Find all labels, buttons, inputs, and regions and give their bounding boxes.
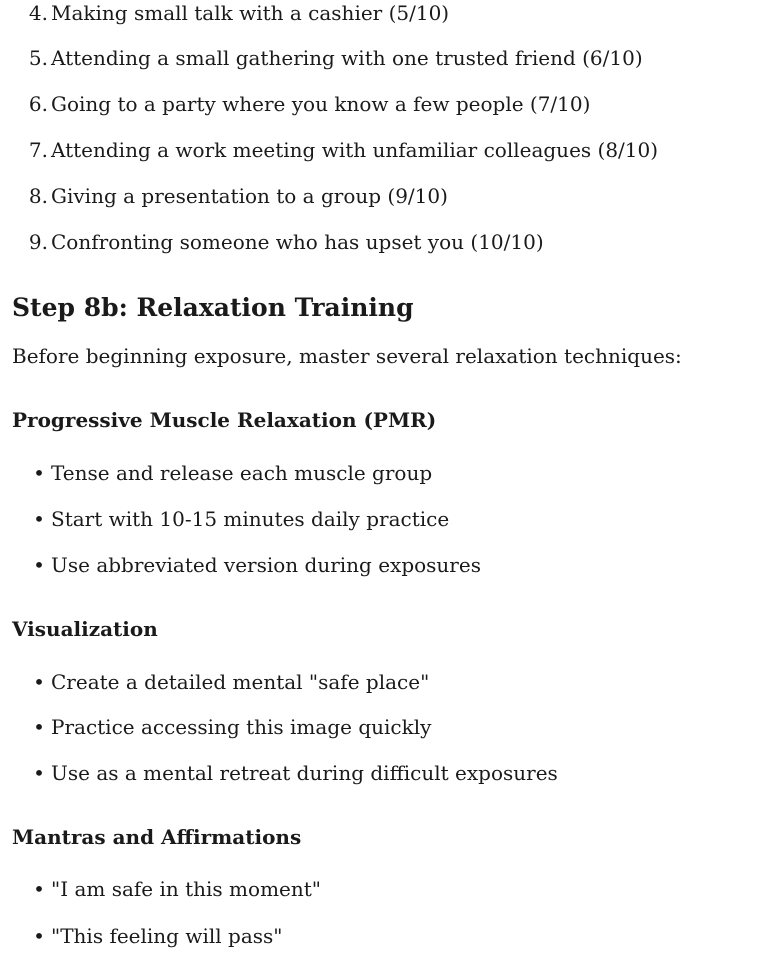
list-item-text: Going to a party where you know a few people (7/10)	[51, 92, 591, 116]
list-item-text: "I am safe in this moment"	[51, 877, 321, 901]
list-item-text: Giving a presentation to a group (9/10)	[51, 184, 448, 208]
bullet-icon: •	[33, 507, 45, 531]
list-item-number: 7.	[28, 138, 48, 162]
list-item-text: Tense and release each muscle group	[51, 461, 433, 485]
subsection-heading: Mantras and Affirmations	[12, 825, 302, 849]
list-item-text: "This feeling will pass"	[51, 924, 283, 948]
section-heading: Step 8b: Relaxation Training	[12, 293, 414, 322]
bullet-icon: •	[33, 670, 45, 694]
list-item-text: Use abbreviated version during exposures	[51, 553, 481, 577]
list-item-number: 5.	[28, 46, 48, 70]
list-item-text: Practice accessing this image quickly	[51, 715, 432, 739]
list-item-number: 6.	[28, 92, 48, 116]
list-item-text: Confronting someone who has upset you (10/10)	[51, 230, 544, 254]
list-item-number: 9.	[28, 230, 48, 254]
list-item-number: 8.	[28, 184, 48, 208]
list-item-text: Start with 10-15 minutes daily practice	[51, 507, 450, 531]
subsection-heading: Progressive Muscle Relaxation (PMR)	[12, 408, 437, 432]
bullet-icon: •	[33, 877, 45, 901]
bullet-icon: •	[33, 924, 45, 948]
list-item-text: Attending a small gathering with one trusted friend (6/10)	[51, 46, 643, 70]
list-item-text: Create a detailed mental "safe place"	[51, 670, 430, 694]
bullet-icon: •	[33, 715, 45, 739]
bullet-icon: •	[33, 461, 45, 485]
section-intro: Before beginning exposure, master several relaxation techniques:	[12, 344, 682, 368]
list-item-text: Use as a mental retreat during difficult exposures	[51, 761, 558, 785]
list-item-number: 4.	[28, 1, 48, 25]
list-item-text: Attending a work meeting with unfamiliar colleagues (8/10)	[51, 138, 659, 162]
list-item-text: Making small talk with a cashier (5/10)	[51, 1, 450, 25]
bullet-icon: •	[33, 761, 45, 785]
subsection-heading: Visualization	[12, 617, 158, 641]
bullet-icon: •	[33, 553, 45, 577]
